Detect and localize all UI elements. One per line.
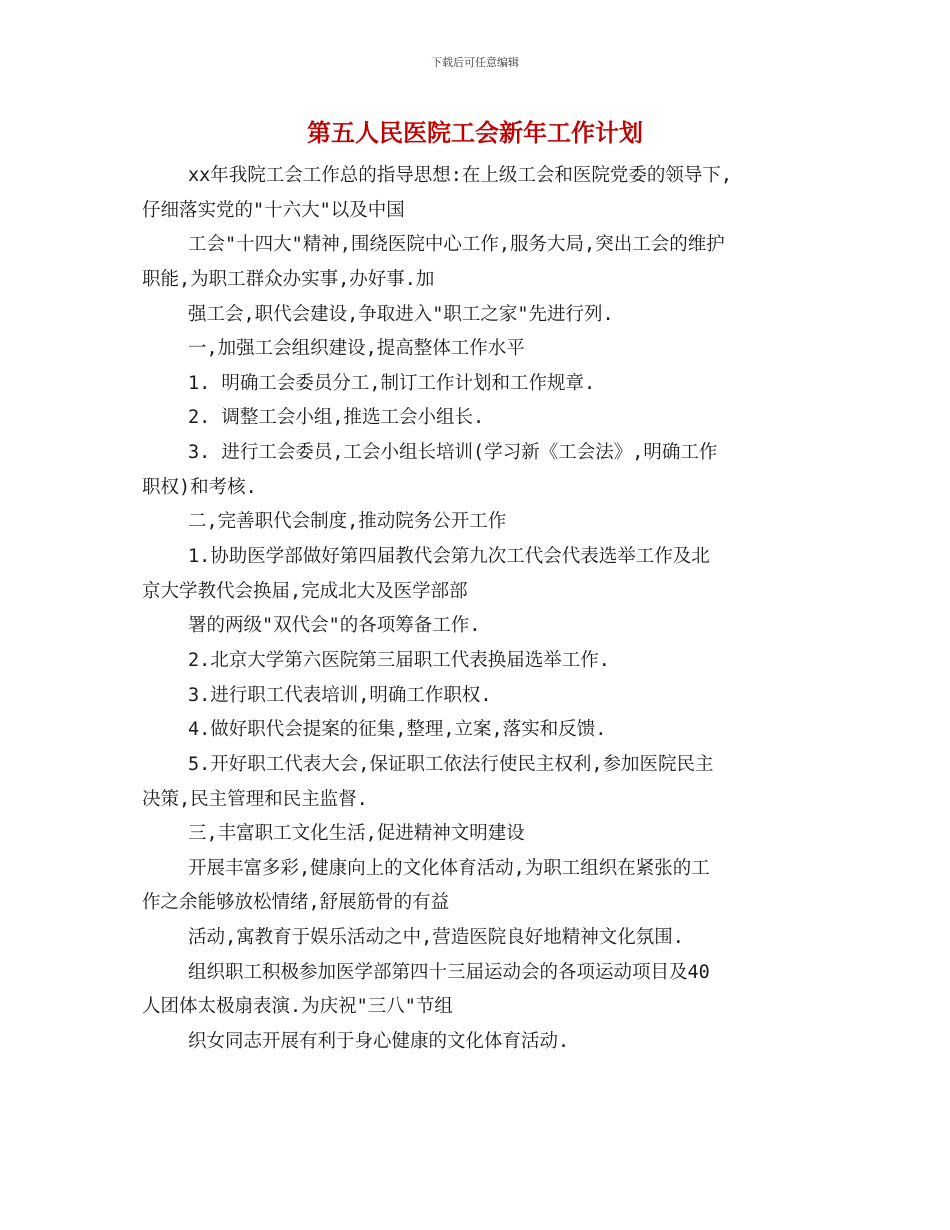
body-line: 强工会,职代会建设,争取进入"职工之家"先进行列. [188,303,614,325]
body-line: 决策,民主管理和民主监督. [142,788,368,810]
body-line: 5.开好职工代表大会,保证职工依法行使民主权利,参加医院民主 [188,753,714,775]
body-line: 1. 明确工会委员分工,制订工作计划和工作规章. [188,372,596,394]
header-note: 下载后可任意编辑 [431,56,519,69]
body-line: 活动,寓教育于娱乐活动之中,营造医院良好地精神文化氛围. [188,927,684,949]
body-line: 2. 调整工会小组,推选工会小组长. [188,407,485,429]
body-line: 职权)和考核. [142,476,257,498]
body-line: 3. 进行工会委员,工会小组长培训(学习新《工会法》,明确工作 [188,442,718,464]
body-line: 工会"十四大"精神,围绕医院中心工作,服务大局,突出工会的维护 [188,234,725,256]
body-line: 职能,为职工群众办实事,办好事.加 [142,268,435,290]
body-line: 4.做好职代会提案的征集,整理,立案,落实和反馈. [188,719,607,741]
body-line: 2.北京大学第六医院第三届职工代表换届选举工作. [188,649,610,671]
body-line: 开展丰富多彩,健康向上的文化体育活动,为职工组织在紧张的工 [188,857,710,879]
body-line: 1.协助医学部做好第四届教代会第九次工代会代表选举工作及北 [188,546,710,568]
body-line: 织女同志开展有利于身心健康的文化体育活动. [188,1031,570,1053]
body-line: 3.进行职工代表培训,明确工作职权. [188,684,492,706]
body-line: xx年我院工会工作总的指导思想:在上级工会和医院党委的领导下, [188,165,733,186]
document-body [142,159,812,1060]
body-line: 仔细落实党的"十六大"以及中国 [142,199,405,221]
document-title: 第五人民医院工会新年工作计划 [307,118,643,147]
body-line: 署的两级"双代会"的各项筹备工作. [188,615,481,637]
section-heading-1: 一,加强工会组织建设,提高整体工作水平 [188,338,525,360]
body-line: 组织职工积极参加医学部第四十三届运动会的各项运动项目及40 [188,961,710,983]
section-heading-2: 二,完善职代会制度,推动院务公开工作 [188,511,507,533]
body-line: 京大学教代会换届,完成北大及医学部部 [142,580,468,602]
section-heading-3: 三,丰富职工文化生活,促进精神文明建设 [188,823,525,845]
body-line: 人团体太极扇表演.为庆祝"三八"节组 [142,996,453,1018]
body-line: 作之余能够放松情绪,舒展筋骨的有益 [142,892,450,914]
